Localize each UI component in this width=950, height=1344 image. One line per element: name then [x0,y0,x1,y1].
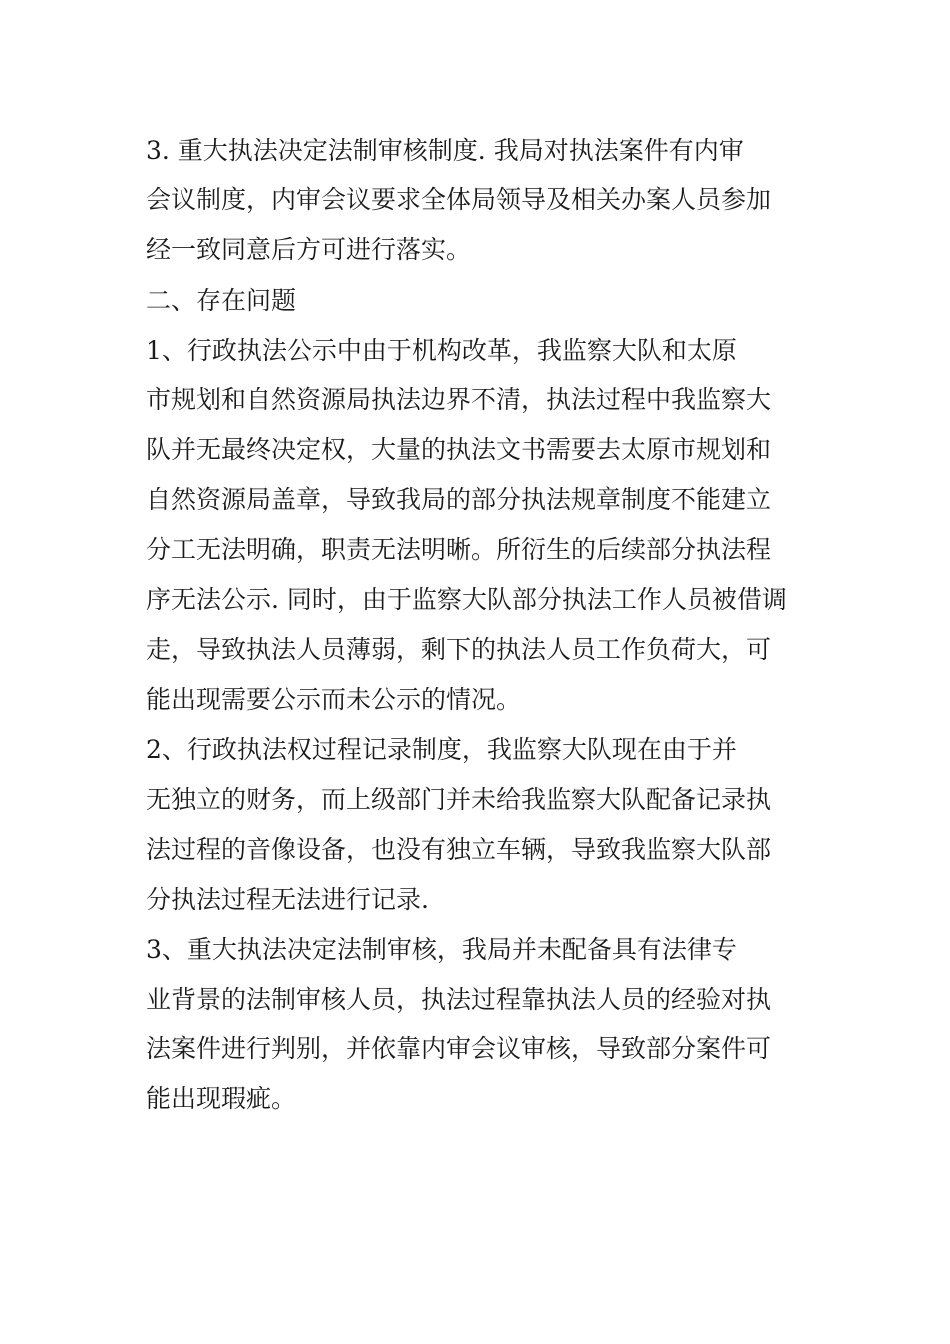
paragraph-line: 2、行政执法权过程记录制度，我监察大队现在由于并 [146,735,737,764]
paragraph-line: 走，导致执法人员薄弱，剩下的执法人员工作负荷大，可 [146,635,772,664]
paragraph-line: 队并无最终决定权，大量的执法文书需要去太原市规划和 [146,435,772,464]
paragraph-line: 3. 重大执法决定法制审核制度. 我局对执法案件有内审 [146,136,744,165]
paragraph-line: 业背景的法制审核人员，执法过程靠执法人员的经验对执 [146,985,772,1014]
paragraph-line: 能出现需要公示而未公示的情况。 [146,685,522,714]
section-heading: 二、存在问题 [146,286,297,315]
paragraph-line: 序无法公示. 同时，由于监察大队部分执法工作人员被借调 [146,585,787,614]
paragraph-line: 法案件进行判别，并依靠内审会议审核，导致部分案件可 [146,1034,772,1063]
paragraph-line: 1、行政执法公示中由于机构改革，我监察大队和太原 [146,336,737,365]
paragraph-line: 市规划和自然资源局执法边界不清，执法过程中我监察大 [146,385,772,414]
paragraph-line: 分工无法明确，职责无法明晰。所衍生的后续部分执法程 [146,535,772,564]
paragraph-line: 自然资源局盖章，导致我局的部分执法规章制度不能建立 [146,485,772,514]
paragraph-line: 能出现瑕疵。 [146,1084,297,1113]
paragraph-line: 法过程的音像设备，也没有独立车辆，导致我监察大队部 [146,835,772,864]
paragraph-line: 3、重大执法决定法制审核，我局并未配备具有法律专 [146,935,737,964]
paragraph-line: 会议制度，内审会议要求全体局领导及相关办案人员参加 [146,185,772,214]
paragraph-line: 经一致同意后方可进行落实。 [146,235,472,264]
paragraph-line: 分执法过程无法进行记录. [146,885,429,914]
paragraph-line: 无独立的财务，而上级部门并未给我监察大队配备记录执 [146,785,772,814]
